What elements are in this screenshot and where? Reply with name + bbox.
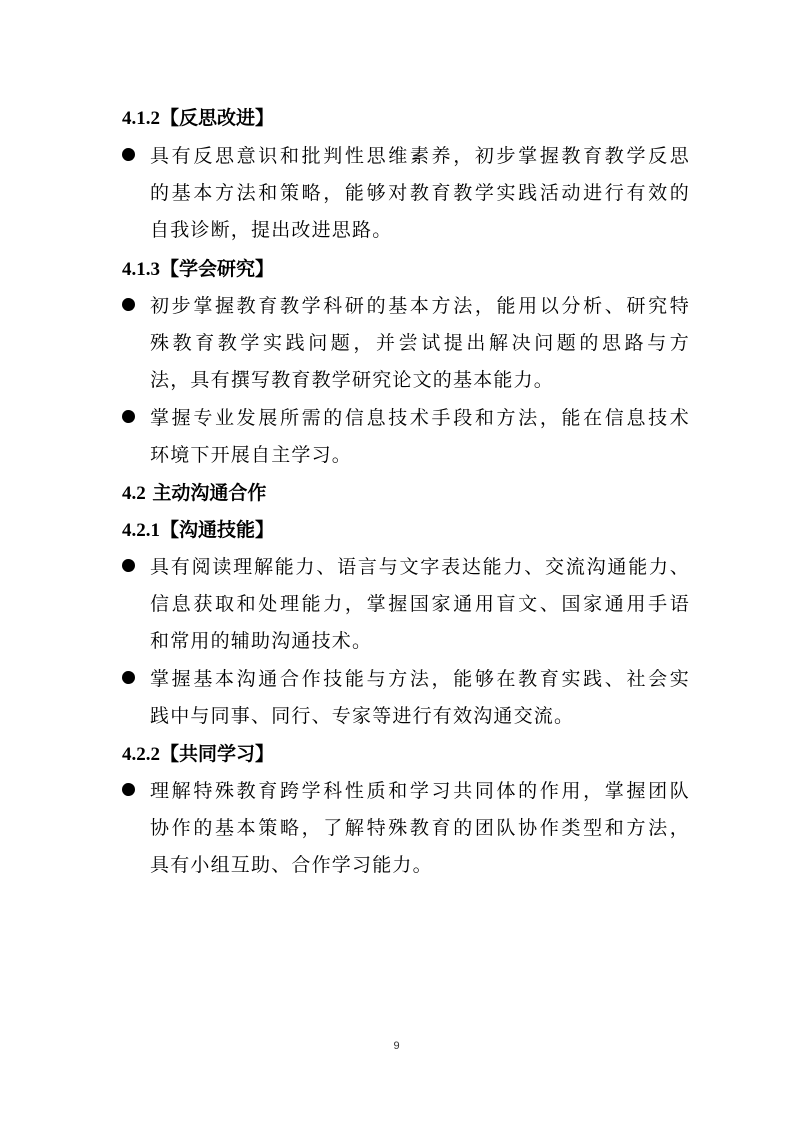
bullet-text: 具有阅读理解能力、语言与文字表达能力、交流沟通能力、 信息获取和处理能力，掌握国家通用盲文、国家通用手语 和常用的辅助沟通技术。 bbox=[150, 556, 690, 652]
section-title: 【共同学习】 bbox=[160, 743, 275, 765]
bullet-dot-icon bbox=[122, 559, 135, 572]
section-number: 4.2.2 bbox=[122, 744, 160, 765]
bullet-dot-icon bbox=[122, 671, 135, 684]
section-heading-4-2-2 bbox=[122, 741, 274, 768]
bullet-dot-icon bbox=[122, 148, 135, 161]
section-number: 4.2 bbox=[122, 483, 146, 504]
bullet-dot-icon bbox=[122, 783, 135, 796]
section-title: 【沟通技能】 bbox=[160, 519, 275, 541]
section-title: 【反思改进】 bbox=[160, 107, 275, 129]
bullet-text: 具有反思意识和批判性思维素养，初步掌握教育教学反思 的基本方法和策略，能够对教育教学实践活动进行有效的 自我诊断，提出改进思路。 bbox=[150, 145, 690, 241]
section-heading-4-2-1 bbox=[122, 517, 274, 544]
bullet-text: 初步掌握教育教学科研的基本方法，能用以分析、研究特 殊教育教学实践问题，并尝试提出解决问题的思路与方 法，具有撰写教育教学研究论文的基本能力。 bbox=[150, 295, 690, 391]
bullet-dot-icon bbox=[122, 298, 135, 311]
bullet-text: 掌握基本沟通合作技能与方法，能够在教育实践、社会实 践中与同事、同行、专家等进行有效沟通交流。 bbox=[150, 668, 690, 727]
section-title: 主动沟通合作 bbox=[152, 482, 267, 504]
bullet-text: 掌握专业发展所需的信息技术手段和方法，能在信息技术 环境下开展自主学习。 bbox=[150, 407, 690, 466]
section-title: 【学会研究】 bbox=[160, 258, 275, 280]
section-number: 4.1.2 bbox=[122, 108, 160, 129]
section-heading-4-1-2 bbox=[122, 105, 274, 132]
section-heading-4-2 bbox=[122, 480, 266, 507]
section-heading-4-1-3 bbox=[122, 256, 274, 283]
bullet-text: 理解特殊教育跨学科性质和学习共同体的作用，掌握团队 协作的基本策略，了解特殊教育的团队协作类型和方法， 具有小组互助、合作学习能力。 bbox=[150, 780, 690, 876]
section-number: 4.1.3 bbox=[122, 259, 160, 280]
page-number: 9 bbox=[393, 1040, 400, 1052]
section-number: 4.2.1 bbox=[122, 520, 160, 541]
bullet-dot-icon bbox=[122, 410, 135, 423]
